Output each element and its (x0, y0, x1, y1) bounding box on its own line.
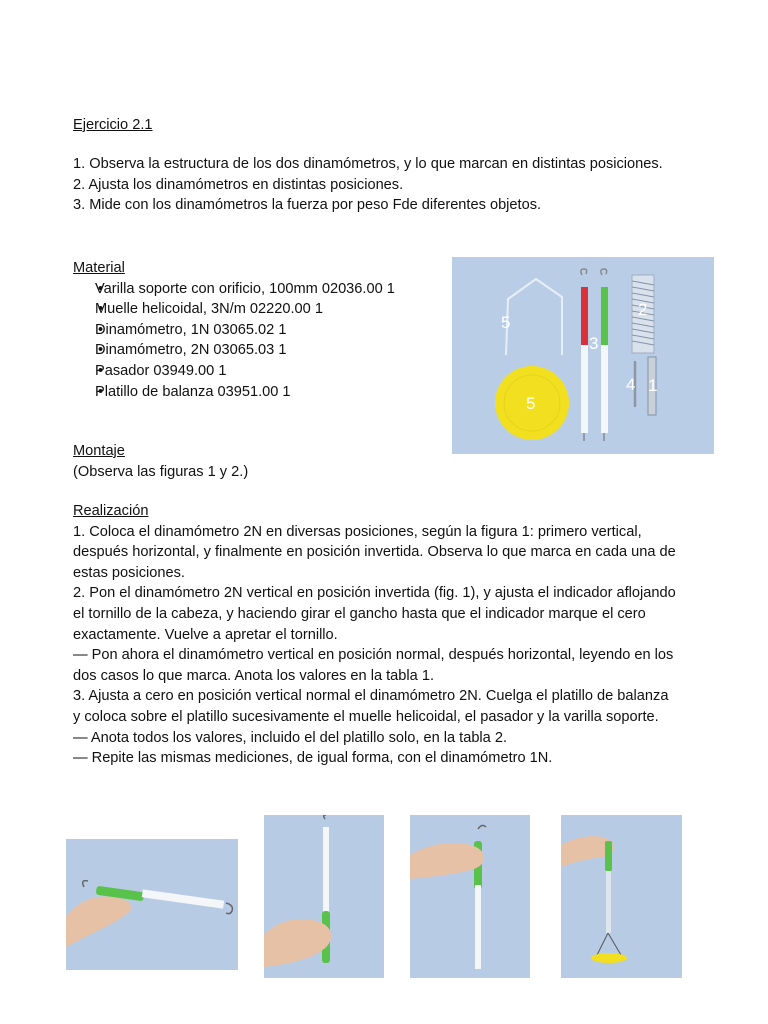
photo-vertical-dynamometer (410, 815, 530, 978)
label-pin: 4 (626, 375, 636, 394)
label-spring: 2 (638, 300, 648, 319)
photo-horizontal-dynamometer (66, 839, 238, 970)
label-pan: 5 (526, 394, 536, 413)
label-holder: 1 (648, 376, 658, 395)
realizacion-paragraph: — Anota todos los valores, incluido el del platillo solo, en la tabla 2. (73, 729, 508, 746)
realizacion-paragraph: — Repite las mismas mediciones, de igual forma, con el dinamómetro 1N. (73, 750, 553, 767)
montaje-section (73, 441, 433, 482)
photo-dynamometer-with-pan (561, 815, 682, 978)
exercise-heading (73, 115, 677, 136)
material-item: • Muelle helicoidal, 3N/m 02220.00 1 (95, 299, 453, 320)
material-photo (452, 257, 714, 454)
material-title: Material (73, 260, 125, 276)
exercise-title: Ejercicio 2.1 (73, 117, 153, 133)
material-item: • Varilla soporte con orificio, 100mm 02036.00 1 (95, 279, 453, 300)
intro-instructions (73, 154, 677, 216)
label-rod: 5 (501, 313, 511, 332)
realizacion-paragraph: — Pon ahora el dinamómetro vertical en posición normal, después horizontal, leyendo en los dos casos lo que marca. Anota los valores en la tabla 1. (73, 647, 674, 684)
realizacion-paragraph: 2. Pon el dinamómetro 2N vertical en posición invertida (fig. 1), y ajusta el indicador aflojando el tornillo de la cabeza, y haciendo girar el gancho hasta que el indicador marque el cero exactamente. Vuelve a apretar el tornillo. (73, 585, 676, 643)
material-item: • Dinamómetro, 2N 03065.03 1 (95, 340, 453, 361)
material-photo-drawing (452, 257, 714, 454)
material-item: • Platillo de balanza 03951.00 1 (95, 382, 453, 403)
material-item: • Pasador 03949.00 1 (95, 361, 453, 382)
montaje-text: (Observa las figuras 1 y 2.) (73, 463, 249, 480)
realizacion-section (73, 501, 679, 769)
material-list (73, 279, 453, 403)
intro-item-2: 2. Ajusta los dinamómetros en distintas posiciones. (73, 176, 404, 193)
realizacion-paragraph: 3. Ajusta a cero en posición vertical normal el dinamómetro 2N. Cuelga el platillo de balanza y coloca sobre el platillo sucesivamente el muelle helicoidal, el pasador y la varilla soporte. (73, 688, 669, 725)
realizacion-paragraph: 1. Coloca el dinamómetro 2N en diversas posiciones, según la figura 1: primero vertical, después horizontal, y finalmente en posición invertida. Observa lo que marca en cada una de estas posiciones. (73, 523, 676, 581)
intro-item-1: 1. Observa la estructura de los dos dinamómetros, y lo que marcan en distintas posiciones. (73, 156, 663, 172)
photo-inverted-dynamometer (264, 815, 384, 978)
realizacion-title: Realización (73, 503, 149, 519)
label-dynamometers: 3 (589, 334, 599, 353)
material-section (73, 258, 453, 402)
material-item: • Dinamómetro, 1N 03065.02 1 (95, 320, 453, 341)
intro-item-3: 3. Mide con los dinamómetros la fuerza por peso Fde diferentes objetos. (73, 197, 542, 214)
montaje-title: Montaje (73, 443, 125, 459)
